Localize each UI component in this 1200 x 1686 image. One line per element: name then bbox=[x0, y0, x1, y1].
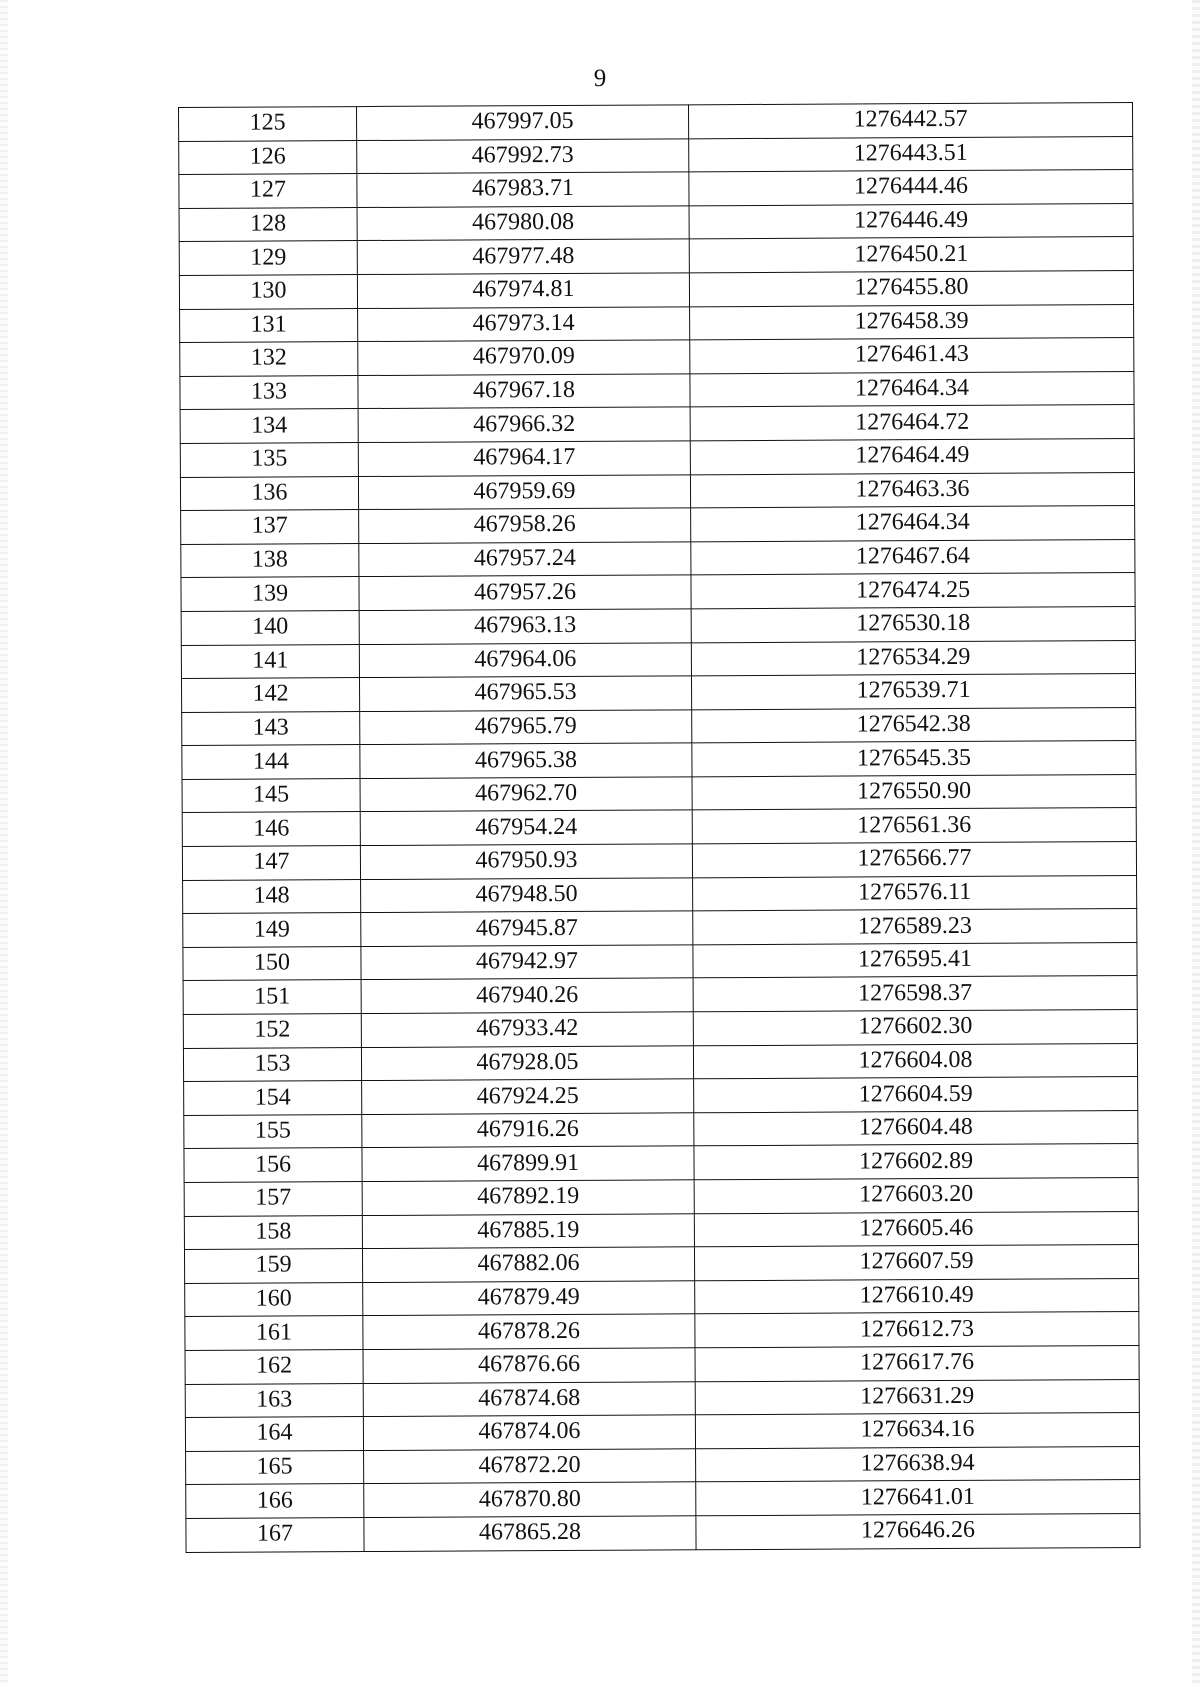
point-number-cell: 141 bbox=[181, 644, 359, 679]
y-coordinate-cell: 1276589.23 bbox=[693, 909, 1137, 945]
table-row bbox=[182, 808, 1136, 847]
y-coordinate-cell: 1276545.35 bbox=[692, 741, 1136, 777]
y-coordinate-cell: 1276467.64 bbox=[691, 539, 1135, 575]
table-row bbox=[182, 842, 1136, 881]
point-number-cell: 128 bbox=[179, 207, 357, 242]
y-coordinate-cell: 1276534.29 bbox=[691, 640, 1135, 676]
table-row bbox=[183, 875, 1137, 914]
point-number-cell: 139 bbox=[181, 577, 359, 612]
x-coordinate-cell: 467950.93 bbox=[360, 844, 692, 879]
y-coordinate-cell: 1276595.41 bbox=[693, 942, 1137, 978]
table-row bbox=[186, 1513, 1140, 1552]
point-number-cell: 167 bbox=[186, 1517, 364, 1552]
y-coordinate-cell: 1276474.25 bbox=[691, 573, 1135, 609]
table-row bbox=[182, 707, 1136, 746]
point-number-cell: 158 bbox=[184, 1215, 362, 1250]
table-row bbox=[181, 674, 1135, 713]
x-coordinate-cell: 467992.73 bbox=[357, 138, 689, 173]
x-coordinate-cell: 467974.81 bbox=[357, 273, 689, 308]
point-number-cell: 145 bbox=[182, 778, 360, 813]
point-number-cell: 132 bbox=[180, 342, 358, 377]
point-number-cell: 149 bbox=[183, 913, 361, 948]
x-coordinate-cell: 467997.05 bbox=[357, 105, 689, 140]
point-number-cell: 150 bbox=[183, 946, 361, 981]
table-row bbox=[180, 405, 1134, 444]
point-number-cell: 164 bbox=[185, 1417, 363, 1452]
table-row bbox=[183, 1010, 1137, 1049]
point-number-cell: 130 bbox=[179, 275, 357, 310]
x-coordinate-cell: 467874.68 bbox=[363, 1381, 695, 1416]
y-coordinate-cell: 1276638.94 bbox=[696, 1446, 1140, 1482]
y-coordinate-cell: 1276458.39 bbox=[690, 304, 1134, 340]
y-coordinate-cell: 1276539.71 bbox=[691, 674, 1135, 710]
point-number-cell: 134 bbox=[180, 409, 358, 444]
y-coordinate-cell: 1276443.51 bbox=[689, 136, 1133, 172]
table-row bbox=[181, 573, 1135, 612]
table-row bbox=[184, 1245, 1138, 1284]
y-coordinate-cell: 1276607.59 bbox=[694, 1245, 1138, 1281]
table-row bbox=[181, 506, 1135, 545]
x-coordinate-cell: 467954.24 bbox=[360, 810, 692, 845]
point-number-cell: 162 bbox=[185, 1350, 363, 1385]
x-coordinate-cell: 467874.06 bbox=[363, 1415, 695, 1450]
y-coordinate-cell: 1276605.46 bbox=[694, 1211, 1138, 1247]
coordinate-table bbox=[178, 102, 1141, 1553]
y-coordinate-cell: 1276617.76 bbox=[695, 1345, 1139, 1381]
y-coordinate-cell: 1276604.48 bbox=[694, 1110, 1138, 1146]
x-coordinate-cell: 467965.38 bbox=[360, 743, 692, 778]
y-coordinate-cell: 1276464.34 bbox=[691, 506, 1135, 542]
point-number-cell: 148 bbox=[183, 879, 361, 914]
x-coordinate-cell: 467966.32 bbox=[358, 407, 690, 442]
table-row bbox=[179, 270, 1133, 309]
x-coordinate-cell: 467959.69 bbox=[358, 474, 690, 509]
x-coordinate-cell: 467977.48 bbox=[357, 239, 689, 274]
x-coordinate-cell: 467933.42 bbox=[361, 1012, 693, 1047]
x-coordinate-cell: 467965.79 bbox=[360, 710, 692, 745]
x-coordinate-cell: 467958.26 bbox=[359, 508, 691, 543]
x-coordinate-cell: 467964.17 bbox=[358, 441, 690, 476]
x-coordinate-cell: 467924.25 bbox=[362, 1079, 694, 1114]
scan-edge-left bbox=[0, 0, 8, 1686]
x-coordinate-cell: 467940.26 bbox=[361, 978, 693, 1013]
table-row bbox=[182, 741, 1136, 780]
table-row bbox=[184, 1077, 1138, 1116]
point-number-cell: 159 bbox=[184, 1249, 362, 1284]
point-number-cell: 154 bbox=[184, 1081, 362, 1116]
x-coordinate-cell: 467967.18 bbox=[358, 374, 690, 409]
point-number-cell: 126 bbox=[179, 140, 357, 175]
point-number-cell: 161 bbox=[185, 1316, 363, 1351]
x-coordinate-cell: 467983.71 bbox=[357, 172, 689, 207]
coordinate-table-body bbox=[179, 103, 1141, 1553]
point-number-cell: 155 bbox=[184, 1114, 362, 1149]
x-coordinate-cell: 467928.05 bbox=[361, 1045, 693, 1080]
point-number-cell: 147 bbox=[182, 846, 360, 881]
point-number-cell: 136 bbox=[180, 476, 358, 511]
x-coordinate-cell: 467942.97 bbox=[361, 945, 693, 980]
scan-edge-right bbox=[1192, 0, 1200, 1686]
x-coordinate-cell: 467948.50 bbox=[361, 877, 693, 912]
x-coordinate-cell: 467965.53 bbox=[359, 676, 691, 711]
point-number-cell: 166 bbox=[186, 1484, 364, 1519]
point-number-cell: 137 bbox=[181, 510, 359, 545]
table-row bbox=[179, 170, 1133, 209]
point-number-cell: 131 bbox=[180, 308, 358, 343]
x-coordinate-cell: 467870.80 bbox=[364, 1482, 696, 1517]
x-coordinate-cell: 467980.08 bbox=[357, 206, 689, 241]
table-row bbox=[184, 1144, 1138, 1183]
y-coordinate-cell: 1276603.20 bbox=[694, 1177, 1138, 1213]
x-coordinate-cell: 467878.26 bbox=[363, 1314, 695, 1349]
table-row bbox=[185, 1379, 1139, 1418]
point-number-cell: 143 bbox=[182, 711, 360, 746]
x-coordinate-cell: 467876.66 bbox=[363, 1348, 695, 1383]
x-coordinate-cell: 467899.91 bbox=[362, 1146, 694, 1181]
table-row bbox=[183, 1043, 1137, 1082]
table-row bbox=[182, 774, 1136, 813]
y-coordinate-cell: 1276542.38 bbox=[692, 707, 1136, 743]
y-coordinate-cell: 1276602.89 bbox=[694, 1144, 1138, 1180]
table-row bbox=[180, 472, 1134, 511]
table-row bbox=[180, 304, 1134, 343]
table-row bbox=[185, 1278, 1139, 1317]
y-coordinate-cell: 1276604.59 bbox=[694, 1077, 1138, 1113]
y-coordinate-cell: 1276612.73 bbox=[695, 1312, 1139, 1348]
x-coordinate-cell: 467957.24 bbox=[359, 542, 691, 577]
y-coordinate-cell: 1276634.16 bbox=[695, 1413, 1139, 1449]
table-row bbox=[184, 1110, 1138, 1149]
x-coordinate-cell: 467963.13 bbox=[359, 609, 691, 644]
table-row bbox=[184, 1211, 1138, 1250]
y-coordinate-cell: 1276566.77 bbox=[692, 842, 1136, 878]
y-coordinate-cell: 1276455.80 bbox=[689, 270, 1133, 306]
point-number-cell: 125 bbox=[179, 107, 357, 142]
table-row bbox=[179, 203, 1133, 242]
y-coordinate-cell: 1276561.36 bbox=[692, 808, 1136, 844]
y-coordinate-cell: 1276442.57 bbox=[688, 103, 1132, 139]
point-number-cell: 133 bbox=[180, 375, 358, 410]
table-row bbox=[183, 942, 1137, 981]
y-coordinate-cell: 1276464.72 bbox=[690, 405, 1134, 441]
point-number-cell: 127 bbox=[179, 174, 357, 209]
table-row bbox=[180, 438, 1134, 477]
table-row bbox=[183, 909, 1137, 948]
table-row bbox=[180, 338, 1134, 377]
x-coordinate-cell: 467865.28 bbox=[364, 1516, 696, 1551]
page-number: 9 bbox=[593, 65, 607, 92]
y-coordinate-cell: 1276450.21 bbox=[689, 237, 1133, 273]
y-coordinate-cell: 1276576.11 bbox=[693, 875, 1137, 911]
y-coordinate-cell: 1276464.49 bbox=[690, 438, 1134, 474]
y-coordinate-cell: 1276463.36 bbox=[690, 472, 1134, 508]
x-coordinate-cell: 467872.20 bbox=[364, 1449, 696, 1484]
table-row bbox=[185, 1413, 1139, 1452]
x-coordinate-cell: 467962.70 bbox=[360, 777, 692, 812]
point-number-cell: 129 bbox=[179, 241, 357, 276]
y-coordinate-cell: 1276530.18 bbox=[691, 606, 1135, 642]
point-number-cell: 160 bbox=[185, 1282, 363, 1317]
y-coordinate-cell: 1276444.46 bbox=[689, 170, 1133, 206]
y-coordinate-cell: 1276598.37 bbox=[693, 976, 1137, 1012]
table-row bbox=[179, 103, 1133, 142]
y-coordinate-cell: 1276602.30 bbox=[693, 1010, 1137, 1046]
point-number-cell: 135 bbox=[180, 442, 358, 477]
point-number-cell: 156 bbox=[184, 1148, 362, 1183]
table-row bbox=[185, 1345, 1139, 1384]
y-coordinate-cell: 1276646.26 bbox=[696, 1513, 1140, 1549]
point-number-cell: 138 bbox=[181, 543, 359, 578]
x-coordinate-cell: 467916.26 bbox=[362, 1113, 694, 1148]
x-coordinate-cell: 467964.06 bbox=[359, 642, 691, 677]
y-coordinate-cell: 1276461.43 bbox=[690, 338, 1134, 374]
table-row bbox=[184, 1177, 1138, 1216]
table-row bbox=[179, 237, 1133, 276]
point-number-cell: 153 bbox=[183, 1047, 361, 1082]
y-coordinate-cell: 1276604.08 bbox=[693, 1043, 1137, 1079]
point-number-cell: 165 bbox=[186, 1450, 364, 1485]
table-row bbox=[181, 539, 1135, 578]
table-row bbox=[181, 606, 1135, 645]
y-coordinate-cell: 1276464.34 bbox=[690, 371, 1134, 407]
y-coordinate-cell: 1276610.49 bbox=[695, 1278, 1139, 1314]
table-row bbox=[186, 1446, 1140, 1485]
y-coordinate-cell: 1276641.01 bbox=[696, 1480, 1140, 1516]
table-row bbox=[183, 976, 1137, 1015]
point-number-cell: 140 bbox=[181, 610, 359, 645]
x-coordinate-cell: 467957.26 bbox=[359, 575, 691, 610]
point-number-cell: 157 bbox=[184, 1182, 362, 1217]
point-number-cell: 152 bbox=[183, 1014, 361, 1049]
table-row bbox=[181, 640, 1135, 679]
y-coordinate-cell: 1276631.29 bbox=[695, 1379, 1139, 1415]
x-coordinate-cell: 467970.09 bbox=[358, 340, 690, 375]
x-coordinate-cell: 467945.87 bbox=[361, 911, 693, 946]
table-row bbox=[180, 371, 1134, 410]
point-number-cell: 142 bbox=[181, 678, 359, 713]
y-coordinate-cell: 1276446.49 bbox=[689, 203, 1133, 239]
table-row bbox=[185, 1312, 1139, 1351]
table-row bbox=[186, 1480, 1140, 1519]
x-coordinate-cell: 467892.19 bbox=[362, 1180, 694, 1215]
x-coordinate-cell: 467885.19 bbox=[362, 1213, 694, 1248]
point-number-cell: 146 bbox=[182, 812, 360, 847]
point-number-cell: 151 bbox=[183, 980, 361, 1015]
point-number-cell: 163 bbox=[185, 1383, 363, 1418]
y-coordinate-cell: 1276550.90 bbox=[692, 774, 1136, 810]
point-number-cell: 144 bbox=[182, 745, 360, 780]
x-coordinate-cell: 467973.14 bbox=[358, 306, 690, 341]
x-coordinate-cell: 467882.06 bbox=[362, 1247, 694, 1282]
table-row bbox=[179, 136, 1133, 175]
x-coordinate-cell: 467879.49 bbox=[363, 1281, 695, 1316]
